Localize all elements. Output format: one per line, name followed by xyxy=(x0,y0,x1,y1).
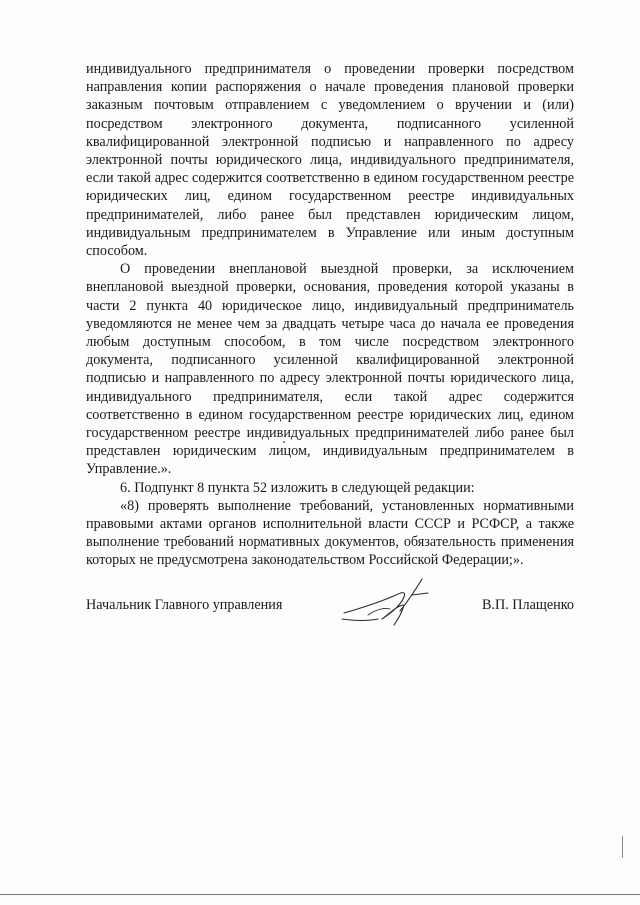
scan-mark xyxy=(622,836,623,858)
paragraph-4: «8) проверять выполнение требований, установленных нормативными правовыми актами органов исполнительной власти СССР и РСФСР, а также выполнение требований нормативных документов, обязательность применения которых не предусмотрена законодательством Российской Федерации;». xyxy=(86,497,574,569)
signature-block xyxy=(86,597,574,621)
paragraph-2: О проведении внеплановой выездной проверки, за исключением внеплановой выездной проверки, основания, проведения которой указаны в части 2 пункта 40 юридическое лицо, индивидуальный предприниматель уведомляются не менее чем за двадцать четыре часа до начала ее проведения любым доступным способом, в том числе посредством электронного документа, подписанного усиленной квалифицированной электронной подписью и направленного по адресу электронной почты юридического лица, индивидуального предпринимателя, если такой адрес содержится соответственно в едином государственном реестре юридических лиц, едином государственном реестре индивидуальных предпринимателей либо ранее был представлен юридическим лицом, индивидуальным предпринимателем в Управление.». xyxy=(86,261,574,478)
handwritten-signature xyxy=(338,575,438,635)
position-title: Начальник Главного управления xyxy=(86,597,283,613)
signer-name: В.П. Плащенко xyxy=(481,597,574,613)
scan-mark xyxy=(283,441,285,443)
paragraph-3: 6. Подпункт 8 пункта 52 изложить в следующей редакции: xyxy=(120,479,475,496)
scan-edge-line xyxy=(0,894,640,895)
document-body xyxy=(86,60,574,570)
paragraph-1: индивидуального предпринимателя о проведении проверки посредством направления копии распоряжения о начале проведения плановой проверки заказным почтовым отправлением с уведомлением о вручении и (или) посредством электронного документа, подписанного усиленной квалифицированной электронной подписью и направленного по адресу электронной почты юридического лица, индивидуального предпринимателя, если такой адрес содержится соответственно в едином государственном реестре юридических лиц, едином государственном реестре индивидуальных предпринимателей, либо ранее был представлен юридическим лицом, индивидуальным предпринимателем в Управление или иным доступным способом. xyxy=(86,61,574,260)
